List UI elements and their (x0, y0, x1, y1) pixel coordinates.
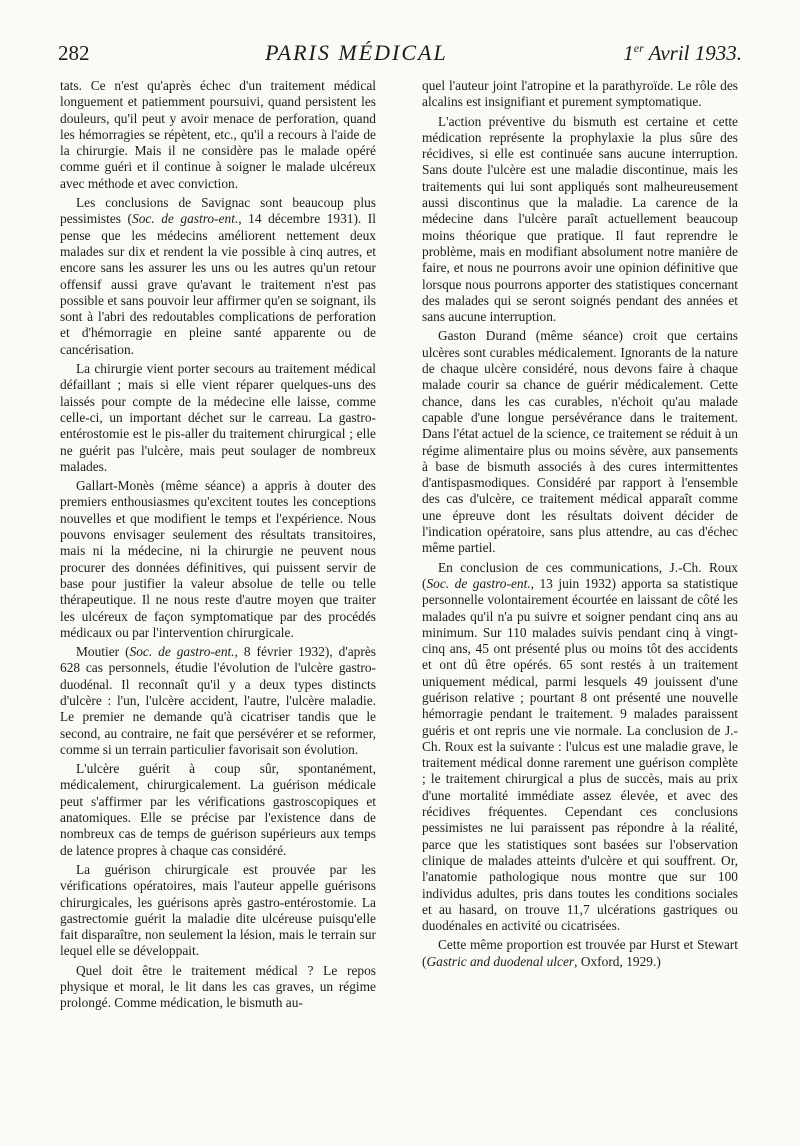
paragraph (422, 560, 738, 935)
paragraph (60, 195, 376, 358)
text-run: Cette même proportion est trouvée par Hurst et Stewart ( (422, 937, 738, 969)
paragraph: quel l'auteur joint l'atropine et la parathyroïde. Le rôle des alcalins est insignifiant et purement symptomatique. (422, 78, 738, 110)
text-run: En conclusion de ces communications, J.-Ch. Roux ( (422, 559, 738, 591)
page-number: 282 (58, 41, 90, 65)
issue-date-superscript: er (633, 41, 644, 55)
paragraph: La chirurgie vient porter secours au traitement médical défaillant ; mais si elle vient réparer quelques-uns des laissés pour compte de la médecine elle laisse, comme celle-ci, un important déchet sur le carreau. La gastro-entérostomie est le pis-aller du traitement chirurgical ; elle ne guérit pas l'ulcère, mais peut soulager de nombreux malades. (60, 361, 376, 474)
paragraph: Gallart-Monès (même séance) a appris à douter des premiers enthousiasmes qu'excitent toutes les conceptions nouvelles et que modifient le temps et l'expérience. Nous pouvons envisager seulement des résultats transitoires, mais ni la médecine, ni la chirurgie ne peuvent nous procurer des données définitives, qui puissent servir de base pour justifier la valeur absolue de telle ou telle thérapeutique. Il ne nous reste d'autre moyen que traiter les ulcéreux de façon symptomatique par des procédés médicaux ou par l'intervention chirurgicale. (60, 478, 376, 640)
paragraph: L'action préventive du bismuth est certaine et cette médication représente la prophylaxie la plus sûre des récidives, si elle est continuée sans aucune interruption. Sans doute l'ulcère est une maladie discontinue, mais les traitements qui lui sont appliqués sont malheureusement aussi discontinus que la maladie. La carence de la médecine dans l'ulcère paraît actuellement beaucoup moins théorique que pratique. Il faut reprendre le problème, mais en modifiant absolument notre manière de faire, et nous ne pourrons avoir une opinion définitive que lorsque nous pourrons apporter des statistiques concernant des malades qui se seront soignés pendant des années et sans aucune interruption. (422, 113, 738, 325)
text-run: , 8 février 1932), d'après 628 cas personnels, étudie l'évolution de l'ulcère gastro-duodénal. Il reconnaît qu'il y a deux types distincts d'ulcère : l'un, l'ulcère accident, l'autre, l'ulcère maladie. Le premier ne demande qu'à cicatriser tandis que le second, au contraire, ne fait que persévérer et se reformer, comme si un terrain particulier favorisait son évolution. (60, 644, 376, 757)
right-column (422, 78, 738, 970)
text-run: Les conclusions de Savignac sont beaucoup plus pessimistes ( (60, 195, 376, 227)
text-run: , 13 juin 1932) apporta sa statistique personnelle volontairement écourtée en laissant de côté les malades qu'il n'a pu suivre et soigner pendant cinq ans au minimum. Sur 110 malades suivis pendant cinq à vingt-cinq ans, 45 ont présenté plus ou moins tôt des accidents et ont dû être opérés. 65 sont restés à un traitement uniquement médical, parmi lesquels 49 jouissent d'une guérison relative ; pourtant 8 ont présenté une nouvelle hémorragie pendant le traitement. 9 malades paraissent guéris et ont repris une vie normale. La conclusion de J.-Ch. Roux est la suivante : l'ulcus est une maladie grave, le traitement médical donne rarement une guérison complète ; le traitement chirurgical a plus de succès, mais au prix d'une mortalité immédiate assez élevée, et avec des récidives fréquentes. Cependant ces conclusions pessimistes ne lui paraissent pas répondre à la réalité, parce que les statistiques sont basées sur l'observation clinique de malades atteints d'ulcère et qui souffrent. Or, l'anatomie pathologique nous montre que sur 100 individus adultes, pris dans toutes les conditions sociales et au hasard, on trouve 11,7 ulcérations gastriques ou duodénales en activité ou cicatrisées. (422, 575, 738, 934)
text-run: Moutier ( (76, 644, 130, 660)
paragraph: L'ulcère guérit à coup sûr, spontanément, médicalement, chirurgicalement. La guérison médicale peut s'affirmer par les vérifications gastroscopiques et anatomiques. Elle se précise par l'existence dans de nombreux cas de temps de guérison supérieurs aux temps de latence propres à chaque cas considéré. (60, 761, 376, 858)
paragraph: Gaston Durand (même séance) croit que certains ulcères sont curables médicalement. Ignorants de la nature de chaque ulcère considéré, nous devons faire à chaque malade courir sa chance de guérir médicalement. Cette chance, dans les cas curables, n'échoit qu'au malade capable d'une longue persévérance dans le traitement. Dans l'état actuel de la science, ce traitement se réduit à un régime alimentaire plus ou moins sévère, aux pansements à base de bismuth associés à des cures intermittentes d'antispasmodiques. Considéré par rapport à l'ensemble des cas d'ulcère, ce traitement médical apparaît comme une épreuve dont les résultats doivent décider de l'indication opératoire, sans plus attendre, au cas d'échec même partiel. (422, 328, 738, 556)
paragraph (422, 937, 738, 970)
text-run: , 14 décembre 1931). Il pense que les médecins améliorent nettement deux malades sur dix et rendent la vie possible à cinq autres, et encore sans les assurer les uns ou les autres qu'un retour offensif aussi grave qu'avant le traitement n'est pas possible et sans pouvoir leur affirmer qu'en se soignant, ils sont à l'abri des redoutables complications de perforation et d'hémorragie en pleine santé apparente ou de cancérisation. (60, 211, 376, 357)
running-header (58, 40, 742, 74)
issue-date-day: 1 (623, 41, 634, 65)
citation: Soc. de gastro-ent. (129, 644, 235, 660)
issue-date (623, 41, 742, 66)
left-column (60, 78, 376, 1012)
paragraph (60, 644, 376, 758)
paragraph: tats. Ce n'est qu'après échec d'un traitement médical longuement et patiemment poursuivi, quand persistent les douleurs, qu'il peut y avoir menace de perforation, quand les hémorragies se répètent, etc., qu'il a recours à l'aide de la chirurgie. Mais il ne considère pas le malade opéré comme guéri et il continue à soigner le malade ulcéreux avec méthode et avec conviction. (60, 78, 376, 191)
citation: Soc. de gastro-ent. (132, 211, 239, 227)
journal-title: PARIS MÉDICAL (265, 40, 448, 65)
paragraph: Quel doit être le traitement médical ? Le repos physique et moral, le lit dans les cas graves, un régime prolongé. Comme médication, le bismuth au- (60, 962, 376, 1011)
issue-date-rest: Avril 1933. (643, 41, 742, 65)
citation: Gastric and duodenal ulcer (426, 953, 575, 969)
text-run: , Oxford, 1929.) (574, 953, 661, 969)
paragraph: La guérison chirurgicale est prouvée par les vérifications opératoires, mais l'auteur appelle guérisons chirurgicales, les guérisons après gastro-entérostomie. La gastrectomie guérit la maladie dite ulcéreuse puisqu'elle fait disparaître, non seulement la lésion, mais le terrain sur lequel elle se développait. (60, 861, 376, 959)
citation: Soc. de gastro-ent. (426, 575, 531, 591)
